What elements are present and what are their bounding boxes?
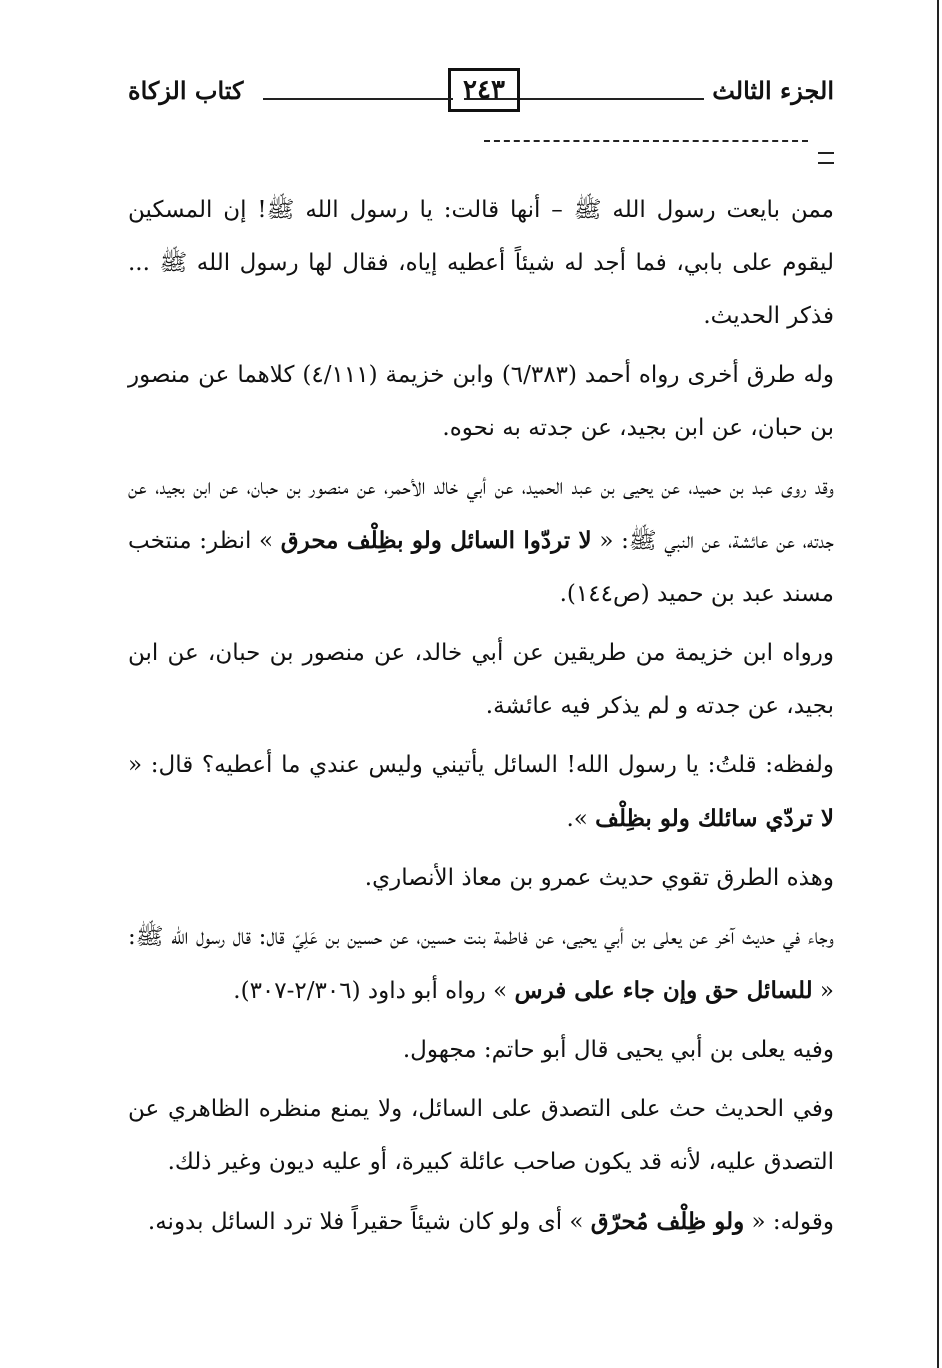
hadith-quote: لا تردّوا السائل ولو بظِلْف محرق (280, 527, 592, 554)
part-title: الجزء الثالث (712, 76, 834, 105)
paragraph: وله طرق أخرى رواه أحمد (٦/٣٨٣) وابن خزيمة (٤/١١١) كلاهما عن منصور بن حبان، عن ابن بجيد، عن جدته به نحوه. (128, 362, 834, 441)
hadith-quote: لا تردّي سائلك ولو بظِلْف (595, 805, 834, 832)
running-header (128, 68, 834, 118)
paragraph: ورواه ابن خزيمة من طريقين عن أبي خالد، عن منصور بن حبان، عن ابن بجيد، عن جدته و لم يذكر فيه عائشة. (128, 640, 834, 719)
paragraph: ولفظه: قلتُ: يا رسول الله! السائل يأتيني وليس عندي ما أعطيه؟ قال: « لا تردّي سائلك ولو بظِلْف ». (128, 752, 834, 832)
hadith-quote: للسائل حق وإن جاء على فرس (514, 977, 813, 1004)
paragraph: وقوله: « ولو ظِلْف مُحرّق » أى ولو كان شيئاً حقيراً فلا ترد السائل بدونه. (147, 1208, 834, 1235)
paragraph: وفيه يعلى بن أبي يحيى قال أبو حاتم: مجهول. (402, 1037, 834, 1063)
book-title: كتاب الزكاة (128, 76, 244, 105)
hadith-quote: ولو ظِلْف مُحرّق (590, 1208, 745, 1235)
paragraph: وفي الحديث حث على التصدق على السائل، ولا يمنع منظره الظاهري عن التصدق عليه، لأنه قد يكون صاحب عائلة كبيرة، أو عليه ديون وغير ذلك. (128, 1096, 834, 1175)
header-dashed-rule (484, 140, 808, 142)
paragraph: وقد روى عبد بن حميد، عن يحيى بن عبد الحميد، عن أبي خالد الأحمر، عن منصور بن حبان، عن ابن بجيد، عن جدته، عن عائشة، عن النبي ﷺ: « لا تردّوا السائل ولو بظِلْف محرق » انظر: منتخب مسند عبد بن حميد (ص١٤٤). (128, 474, 834, 607)
paragraph: ممن بايعت رسول الله ﷺ – أنها قالت: يا رسول الله ﷺ! إن المسكين ليقوم على بابي، فما أجد له شيئاً أعطيه إياه، فقال لها رسول الله ﷺ ... فذكر الحديث. (128, 197, 834, 329)
page-number: ٢٤٣ (448, 68, 520, 112)
header-rule-left (263, 98, 453, 100)
paragraph: وجاء في حديث آخر عن يعلى بن أبي يحيى، عن فاطمة بنت حسين، عن حسين بن عَلِيّ قال: قال رسول الله ﷺ: « للسائل حق وإن جاء على فرس » رواه أبو داود (٢/٣٠٦-٣٠٧). (128, 924, 834, 1004)
body-text (128, 184, 834, 1255)
paragraph: وهذه الطرق تقوي حديث عمرو بن معاذ الأنصاري. (364, 865, 834, 891)
header-double-mark (818, 152, 834, 164)
page-edge-line (937, 0, 939, 1368)
